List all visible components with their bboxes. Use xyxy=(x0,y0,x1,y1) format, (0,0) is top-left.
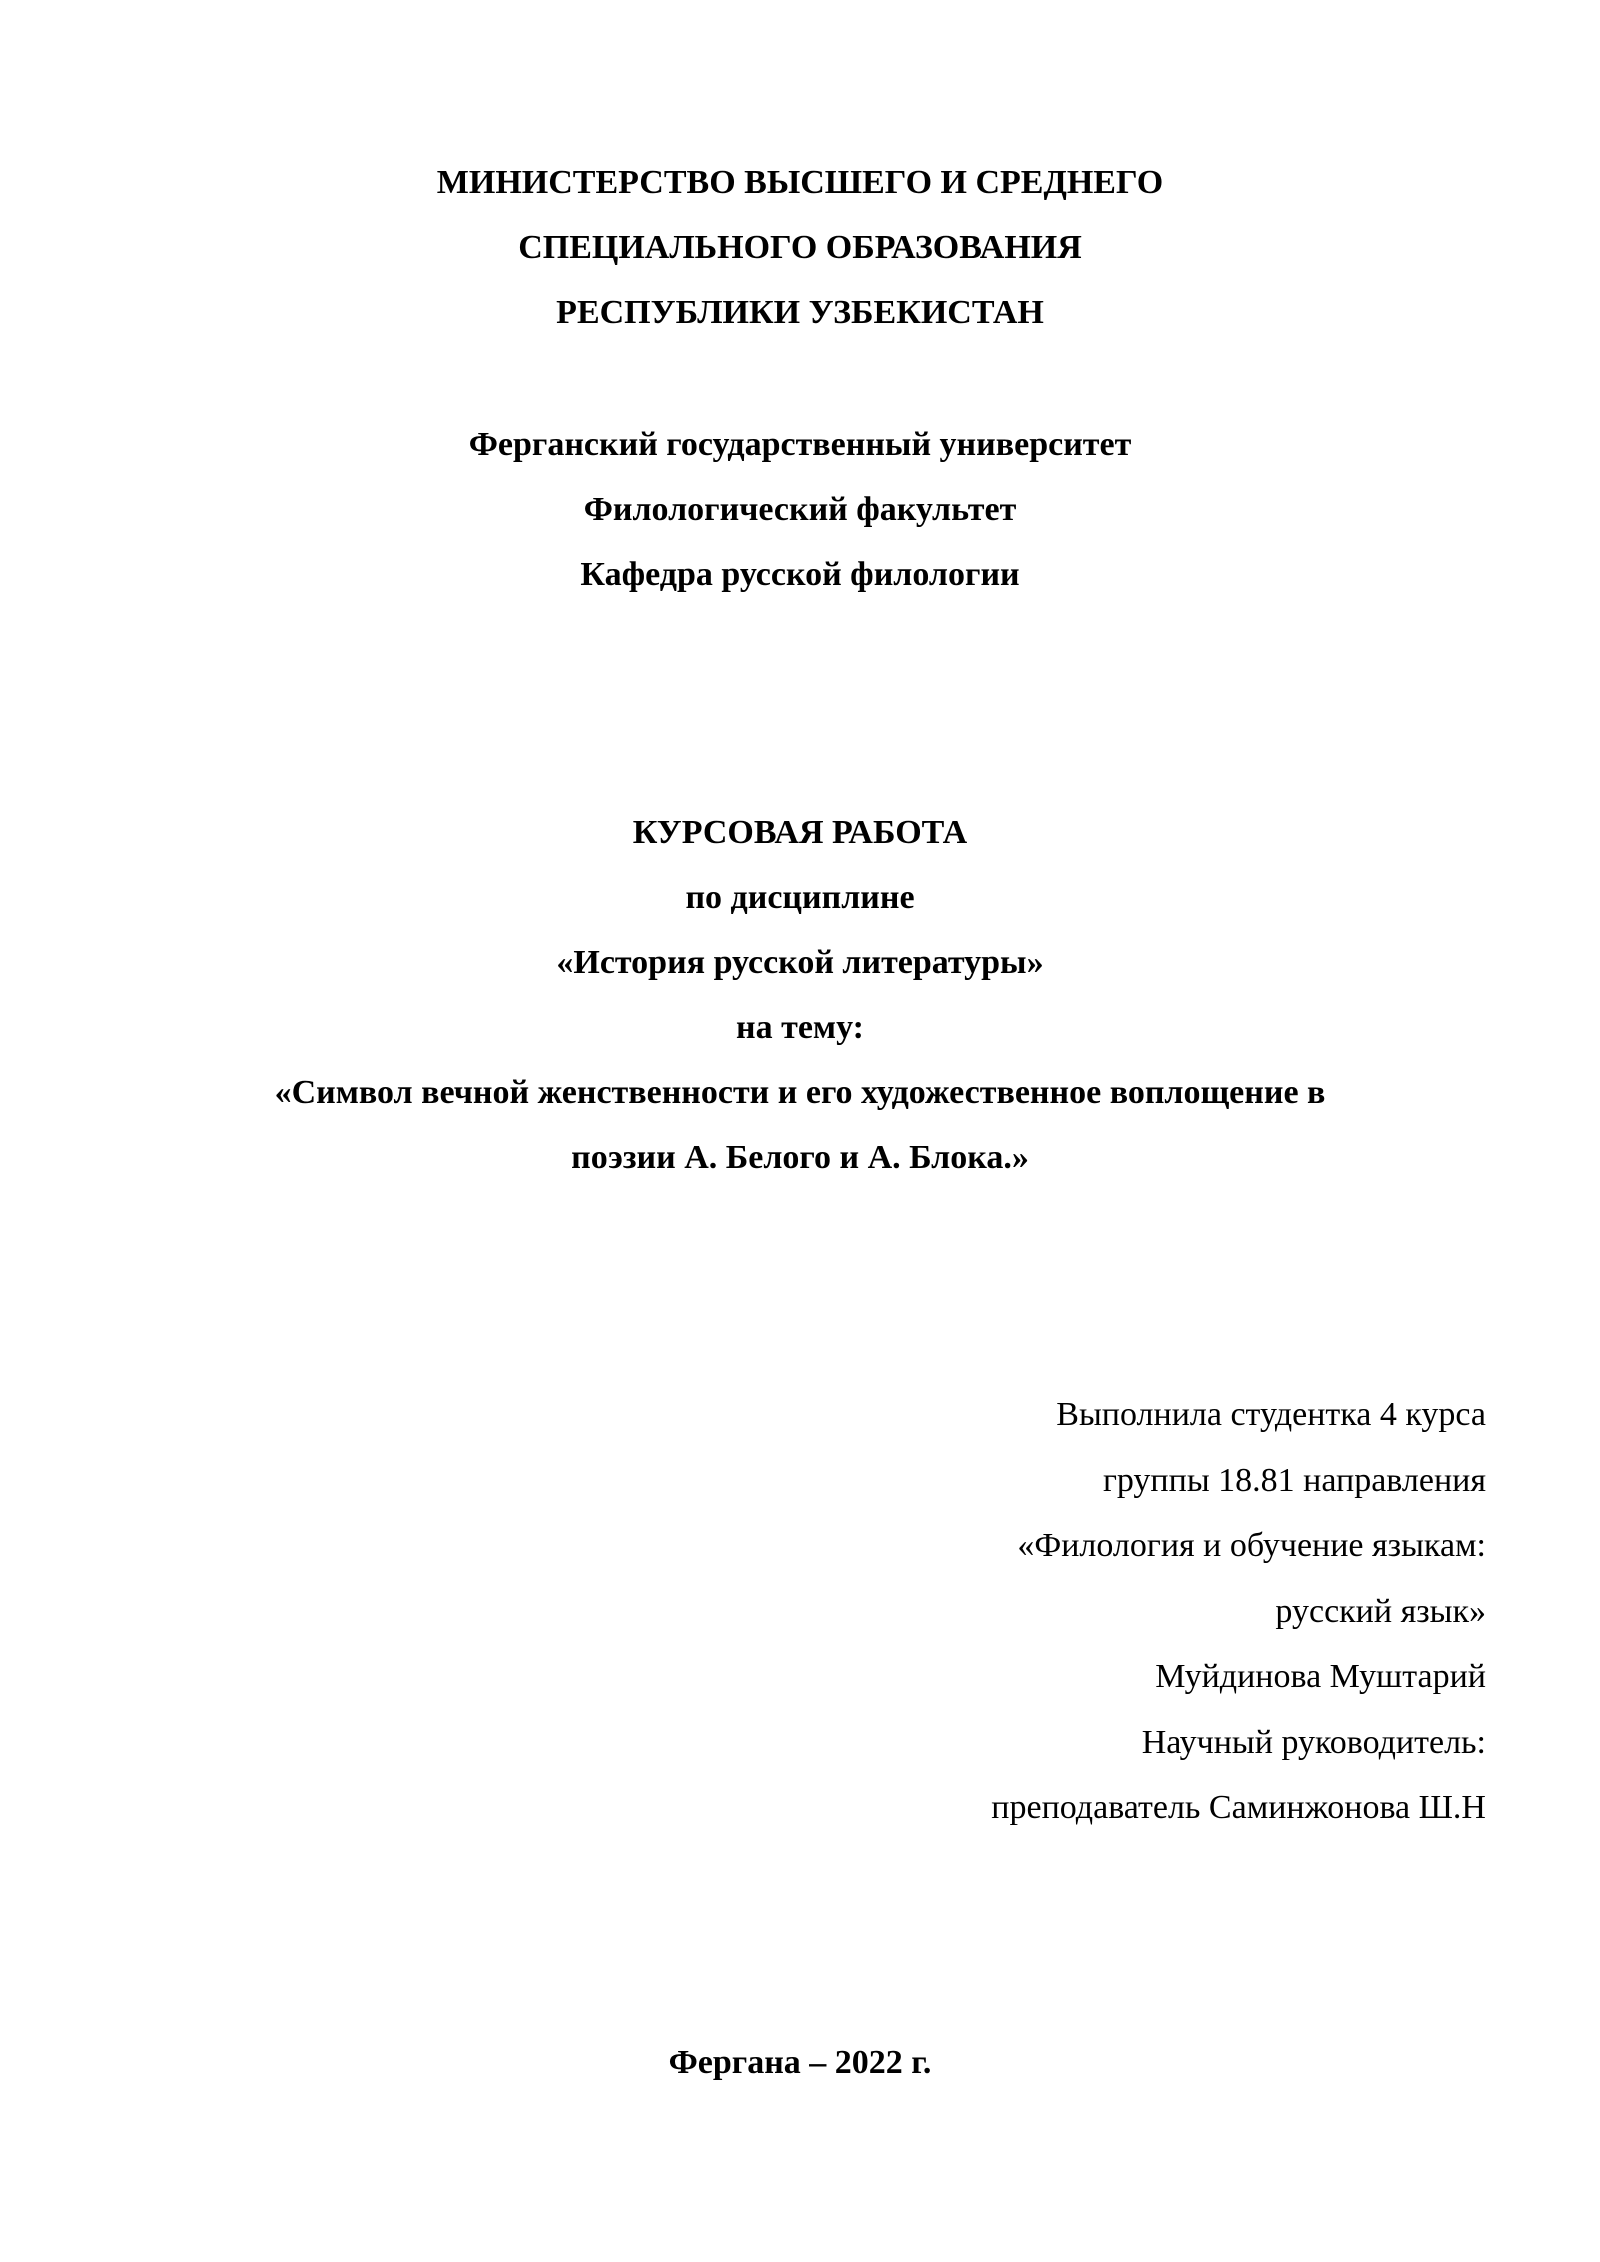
supervisor-name: преподаватель Саминжонова Ш.Н xyxy=(991,1789,1486,1826)
topic-line: «Символ вечной женственности и его художественное воплощение в xyxy=(274,1074,1326,1111)
topic-prefix: на тему: xyxy=(736,1009,864,1046)
author-line: «Филология и обучение языкам: xyxy=(1017,1527,1486,1564)
work-type: КУРСОВАЯ РАБОТА xyxy=(632,814,968,851)
institution-block xyxy=(0,412,1600,607)
university-name: Ферганский государственный университет xyxy=(468,426,1132,463)
author-info-block xyxy=(991,1382,1486,1841)
ministry-line: МИНИСТЕРСТВО ВЫСШЕГО И СРЕДНЕГО xyxy=(436,164,1164,201)
discipline-prefix: по дисциплине xyxy=(685,879,915,916)
ministry-header xyxy=(0,150,1600,345)
author-name: Муйдинова Муштарий xyxy=(1155,1658,1486,1695)
city-year: Фергана – 2022 г. xyxy=(668,2044,932,2081)
faculty-name: Филологический факультет xyxy=(583,491,1017,528)
ministry-line: РЕСПУБЛИКИ УЗБЕКИСТАН xyxy=(556,294,1044,331)
supervisor-label: Научный руководитель: xyxy=(1141,1723,1486,1761)
author-line: русский язык» xyxy=(1275,1592,1486,1630)
work-title-block xyxy=(0,800,1600,1190)
department-name: Кафедра русской филологии xyxy=(580,556,1020,593)
topic-line: поэзии А. Белого и А. Блока.» xyxy=(571,1139,1029,1176)
author-line: Выполнила студентка 4 курса xyxy=(1056,1396,1486,1433)
ministry-line: СПЕЦИАЛЬНОГО ОБРАЗОВАНИЯ xyxy=(518,229,1082,266)
author-line: группы 18.81 направления xyxy=(1102,1461,1486,1499)
discipline-name: «История русской литературы» xyxy=(556,944,1044,981)
